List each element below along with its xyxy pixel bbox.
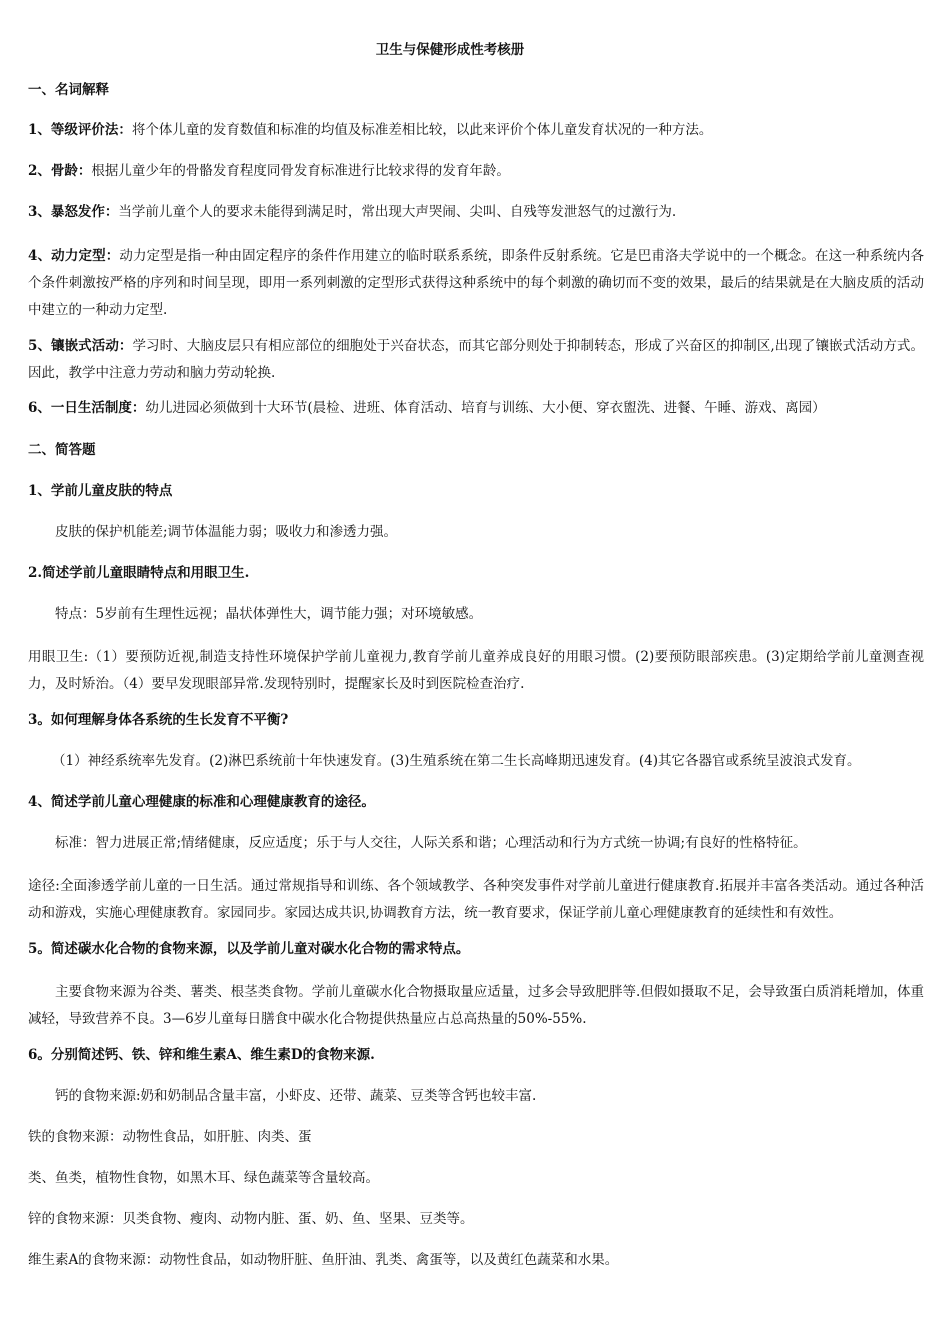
answer-1: 皮肤的保护机能差;调节体温能力弱；吸收力和渗透力强。 <box>55 524 398 540</box>
definition-term: 2、骨龄： <box>28 163 92 179</box>
definition-term: 1、等级评价法： <box>28 122 132 138</box>
definition-item <box>28 120 924 141</box>
question-1: 1、学前儿童皮肤的特点 <box>28 483 173 499</box>
answer-6-vitamin-a: 维生素A的食物来源：动物性食品，如动物肝脏、鱼肝油、乳类、禽蛋等，以及黄红色蔬菜和水果。 <box>28 1252 619 1268</box>
answer-6-iron: 铁的食物来源：动物性食品，如肝脏、肉类、蛋 <box>28 1129 312 1145</box>
definition-term: 6、一日生活制度： <box>28 400 146 416</box>
definition-item <box>28 333 924 387</box>
question-6: 6。分别简述钙、铁、锌和维生素A、维生素D的食物来源. <box>28 1047 375 1063</box>
answer-6-calcium: 钙的食物来源:奶和奶制品含量丰富，小虾皮、还带、蔬菜、豆类等含钙也较丰富. <box>55 1088 537 1104</box>
definition-text: 当学前儿童个人的要求未能得到满足时，常出现大声哭闹、尖叫、自残等发泄怒气的过激行为. <box>118 204 677 220</box>
question-3: 3。如何理解身体各系统的生长发育不平衡? <box>28 712 289 728</box>
definition-item <box>28 398 924 419</box>
section-heading-definitions: 一、名词解释 <box>28 82 109 98</box>
answer-2-features: 特点：5岁前有生理性远视；晶状体弹性大，调节能力强；对环境敏感。 <box>55 606 483 622</box>
answer-6-zinc: 锌的食物来源：贝类食物、瘦肉、动物内脏、蛋、奶、鱼、坚果、豆类等。 <box>28 1211 474 1227</box>
definition-text: 学习时、大脑皮层只有相应部位的细胞处于兴奋状态，而其它部分则处于抑制转态，形成了兴奋区的抑制区,出现了镶嵌式活动方式。因此，教学中注意力劳动和脑力劳动轮换. <box>28 338 924 381</box>
definition-term: 5、镶嵌式活动： <box>28 338 133 354</box>
definition-item <box>28 243 924 324</box>
definition-text: 将个体儿童的发育数值和标准的均值及标准差相比较，以此来评价个体儿童发育状况的一种方法。 <box>131 122 713 138</box>
definition-text: 根据儿童少年的骨骼发育程度同骨发育标准进行比较求得的发育年龄。 <box>91 163 510 179</box>
definition-text: 动力定型是指一种由固定程序的条件作用建立的临时联系系统，即条件反射系统。它是巴甫洛夫学说中的一个概念。在这一种系统内各个条件刺激按严格的序列和时间呈现，即用一系列刺激的定型形式获得这种系统中的每个刺激的确切而不变的效果，最后的结果就是在大脑皮质的活动中建立的一种动力定型. <box>28 248 924 318</box>
answer-4-approaches: 途径:全面渗透学前儿童的一日生活。通过常规指导和训练、各个领域教学、各种突发事件对学前儿童进行健康教育.拓展并丰富各类活动。通过各种活动和游戏，实施心理健康教育。家园同步。家园达成共识,协调教育方法，统一教育要求，保证学前儿童心理健康教育的延续性和有效性。 <box>28 878 924 921</box>
question-2: 2.简述学前儿童眼睛特点和用眼卫生. <box>28 565 250 581</box>
question-5: 5。简述碳水化合物的食物来源，以及学前儿童对碳水化合物的需求特点。 <box>28 941 470 957</box>
question-4: 4、简述学前儿童心理健康的标准和心理健康教育的途径。 <box>28 794 375 810</box>
definition-item <box>28 161 924 182</box>
section-heading-short-answer: 二、简答题 <box>28 442 96 458</box>
page-title: 卫生与保健形成性考核册 <box>375 42 525 58</box>
definition-item <box>28 202 924 223</box>
answer-6-iron-continued: 类、鱼类，植物性食物，如黑木耳、绿色蔬菜等含量较高。 <box>28 1170 379 1186</box>
answer-4-standards: 标准：智力进展正常;情绪健康，反应适度；乐于与人交往，人际关系和谐；心理活动和行为方式统一协调;有良好的性格特征。 <box>55 835 807 851</box>
definition-text: 幼儿进园必须做到十大环节(晨检、进班、体育活动、培育与训练、大小便、穿衣盥洗、进餐、午睡、游戏、离园） <box>145 400 826 416</box>
answer-3: （1）神经系统率先发育。(2)淋巴系统前十年快速发育。(3)生殖系统在第二生长高峰期迅速发育。(4)其它各器官或系统呈波浪式发育。 <box>52 753 861 769</box>
answer-5: 主要食物来源为谷类、薯类、根茎类食物。学前儿童碳水化合物摄取量应适量，过多会导致肥胖等.但假如摄取不足，会导致蛋白质消耗增加，体重减轻，导致营养不良。3—6岁儿童每日膳食中碳水化合物提供热量应占总高热量的50%-55%. <box>28 984 924 1027</box>
answer-2-eye-hygiene: 用眼卫生:（1）要预防近视,制造支持性环境保护学前儿童视力,教育学前儿童养成良好的用眼习惯。(2)要预防眼部疾患。(3)定期给学前儿童测查视力，及时矫治。（4）要早发现眼部异常.发现特别时，提醒家长及时到医院检查治疗. <box>28 649 924 692</box>
definition-term: 3、暴怒发作： <box>28 204 119 220</box>
definition-term: 4、动力定型： <box>28 248 120 264</box>
